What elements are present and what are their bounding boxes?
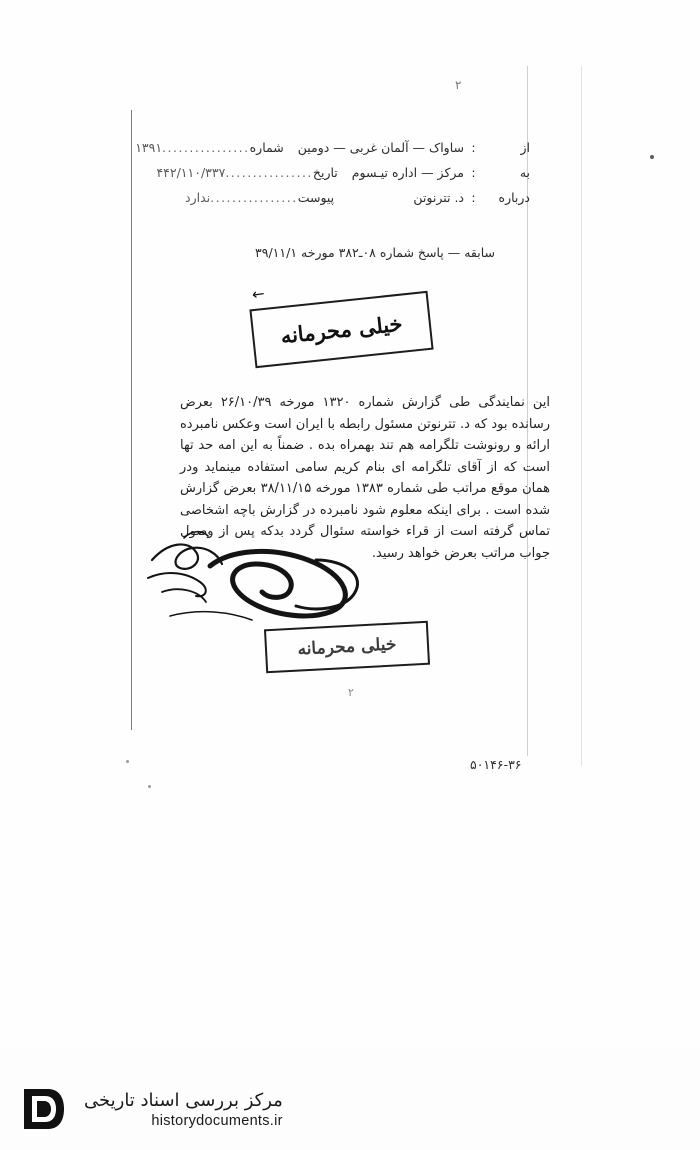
header-value-date: ۴۴۲/۱۱۰/۳۳۷ xyxy=(156,165,226,180)
page-vertical-rule-left xyxy=(131,110,132,730)
header-label-number: شماره xyxy=(249,140,284,155)
header-value-subject: د. تترنوتن xyxy=(413,190,464,205)
header-value-number: ۱۳۹۱ xyxy=(135,140,163,155)
header-row-to xyxy=(156,160,530,185)
watermark-texts xyxy=(84,1090,283,1129)
watermark-title-fa: مرکز بررسی اسناد تاریخی xyxy=(84,1089,283,1111)
scan-speck xyxy=(148,785,151,788)
document-header-block xyxy=(135,135,530,210)
header-dots: ................ xyxy=(162,140,250,155)
stamp-arrow-icon: ← xyxy=(250,284,266,304)
body-paragraph: این نمایندگی طی گزارش شماره ۱۳۲۰ مورخه ۲۶/۱۰/۳۹ بعرض رسانده بود که د. تترنوتن مسئول رابطه با ایران است وعکس نامبرده ارائه و رونوشت تلگرامه هم تند بهمراه بده . ضمناً به این امه حد تها است که از آقای تلگرامه ای بنام کریم سامی استفاده مینماید ودر همان موقع مراتب طی شماره ۱۳۸۳ مورخه ۳۸/۱۱/۱۵ بعرض گزارش شده است . برای اینکه معلوم شود نامبرده در گزارش باچه اشخاصی تماس گرفته است از قراء خواسته سئوال گردد بدکه پس از وصول جواب مراتب بعرض خواهد رسید. xyxy=(180,395,551,561)
header-label-date: تاریخ xyxy=(312,165,338,180)
page-vertical-rule-edge xyxy=(581,66,582,766)
confidential-stamp-top xyxy=(249,291,433,368)
header-dots: ................ xyxy=(210,190,298,205)
header-row-subject xyxy=(185,185,530,210)
confidential-stamp-top-label: خیلی محرمانه xyxy=(279,310,404,349)
header-label-subject: درباره xyxy=(498,190,530,205)
header-dots: ................ xyxy=(225,165,313,180)
header-row-from xyxy=(135,135,530,160)
header-value-from: ساواک — آلمان غربی — دومین xyxy=(297,140,464,155)
header-reference-line: سابقه — پاسخ شماره ۰۸ـ۳۸۲ مورخه ۳۹/۱۱/۱ xyxy=(255,245,495,260)
header-value-attachment: ندارد xyxy=(185,190,211,205)
header-label-from: از xyxy=(520,140,530,155)
watermark-title-en: historydocuments.ir xyxy=(151,1112,283,1129)
page-middle-mark: ۲ xyxy=(348,686,354,699)
confidential-stamp-bottom xyxy=(264,621,430,674)
scan-speck xyxy=(650,155,654,159)
archive-logo-icon xyxy=(18,1085,66,1133)
header-colon: : xyxy=(471,165,476,180)
page-marker-top: ۲ xyxy=(455,78,462,92)
header-value-to: مرکز — اداره تیـسوم xyxy=(351,165,464,180)
watermark-footer xyxy=(0,1078,700,1140)
header-label-to: به xyxy=(519,165,530,180)
document-archive-code: ۵۰۱۴۶-۳۶ xyxy=(470,757,522,772)
header-colon: : xyxy=(471,140,476,155)
scan-speck xyxy=(126,760,129,763)
confidential-stamp-bottom-label: خیلی محرمانه xyxy=(297,634,397,660)
header-label-attachment: پیوست xyxy=(297,190,335,205)
header-colon: : xyxy=(471,190,476,205)
